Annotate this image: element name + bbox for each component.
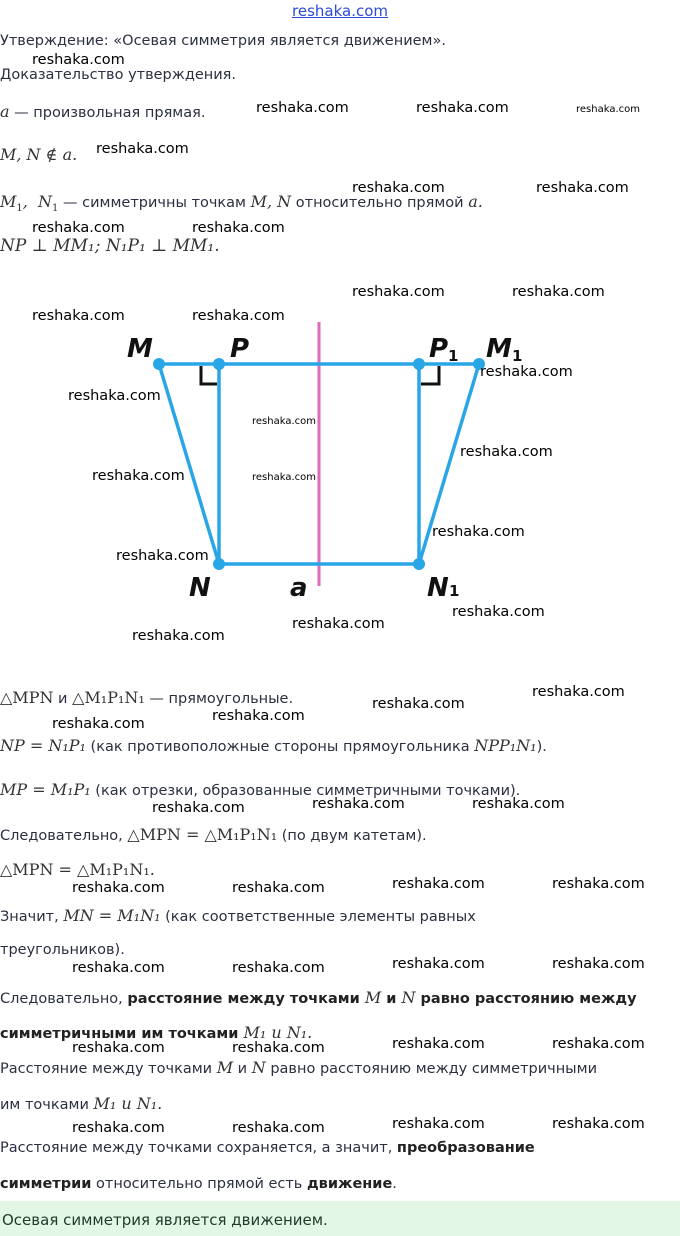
- watermark: reshaka.com: [212, 708, 305, 724]
- line-preserved: [0, 1140, 535, 1156]
- math-not-on-line: M, N ∉ a.: [0, 145, 78, 164]
- text-pre: им точками: [0, 1097, 94, 1113]
- watermark: reshaka.com: [72, 1120, 165, 1136]
- bold-motion: движение: [306, 1176, 393, 1192]
- watermark: reshaka.com: [232, 1040, 325, 1056]
- line-mn-eq: [0, 906, 476, 925]
- point-p: [213, 358, 225, 370]
- watermark: reshaka.com: [372, 696, 465, 712]
- watermark: reshaka.com: [536, 180, 629, 196]
- line-mp-eq: [0, 780, 520, 799]
- watermark: reshaka.com: [192, 308, 285, 324]
- label-m1-sub: 1: [512, 347, 523, 365]
- line-triangles: треугольников).: [0, 942, 125, 958]
- line-congruence: [0, 825, 427, 844]
- math-perpendiculars: NP ⊥ MM₁; N₁P₁ ⊥ MM₁.: [0, 236, 220, 256]
- label-p1-sub: 1: [448, 347, 459, 365]
- text2: относительно прямой: [291, 195, 469, 211]
- text: (как соответственные элементы равных: [160, 909, 476, 925]
- math-mn: MN = M₁N₁: [63, 906, 161, 925]
- answer-box: [0, 1201, 680, 1236]
- line-np-eq: [0, 736, 547, 755]
- point-p1: [413, 358, 425, 370]
- text-end: ).: [536, 739, 547, 755]
- line-distance-plain: [0, 1058, 597, 1077]
- text: — прямоугольные.: [144, 691, 294, 707]
- watermark: reshaka.com: [72, 960, 165, 976]
- math-var: a: [0, 102, 10, 121]
- text: — симметричны точкам: [58, 195, 251, 211]
- watermark: reshaka.com: [96, 141, 189, 157]
- watermark: reshaka.com: [32, 220, 125, 236]
- math-m: M: [364, 988, 382, 1007]
- point-m: [153, 358, 165, 370]
- watermark: reshaka.com: [32, 52, 125, 68]
- text-and: и: [53, 691, 73, 707]
- math-m1n1: M₁ и N₁.: [93, 1094, 163, 1113]
- math-t2: △M₁P₁N₁: [72, 688, 145, 707]
- answer-text: Осевая симметрия является движением.: [2, 1211, 328, 1229]
- watermark: reshaka.com: [232, 1120, 325, 1136]
- text: (как отрезки, образованные симметричными точками).: [90, 783, 521, 799]
- text: (как противоположные стороны прямоугольника: [85, 739, 475, 755]
- text: относительно прямой есть: [91, 1176, 307, 1192]
- watermark: reshaka.com: [116, 548, 209, 564]
- label-n: N: [189, 573, 211, 603]
- bold-and: и: [381, 991, 402, 1007]
- watermark: reshaka.com: [552, 876, 645, 892]
- watermark: reshaka.com: [552, 1116, 645, 1132]
- watermark: reshaka.com: [292, 616, 385, 632]
- text: (по двум катетам).: [277, 828, 427, 844]
- watermark: reshaka.com: [72, 1040, 165, 1056]
- watermark: reshaka.com: [352, 180, 445, 196]
- math-a: a.: [468, 192, 483, 211]
- bold-1: расстояние между точками: [127, 991, 365, 1007]
- label-p1: P: [429, 334, 449, 364]
- watermark: reshaka.com: [472, 796, 565, 812]
- watermark: reshaka.com: [252, 416, 316, 427]
- watermark: reshaka.com: [132, 628, 225, 644]
- bold-2: равно расстоянию между: [415, 991, 637, 1007]
- watermark: reshaka.com: [576, 104, 640, 115]
- label-m1: M: [486, 334, 512, 364]
- segment-mn: [159, 364, 219, 564]
- watermark: reshaka.com: [72, 880, 165, 896]
- bold-text: преобразование: [396, 1140, 535, 1156]
- site-link[interactable]: reshaka.com: [292, 2, 388, 20]
- text-end: .: [392, 1176, 397, 1192]
- right-angle-mark-p: [201, 366, 217, 384]
- label-m: M: [127, 334, 153, 364]
- watermark: reshaka.com: [352, 284, 445, 300]
- label-n1-sub: 1: [449, 582, 460, 600]
- watermark: reshaka.com: [392, 956, 485, 972]
- point-n: [213, 558, 225, 570]
- math-rect: NPP₁N₁: [474, 736, 537, 755]
- watermark: reshaka.com: [68, 388, 161, 404]
- line-points-plain: [0, 1094, 162, 1113]
- bold-text: симметричными им точками: [0, 1026, 244, 1042]
- text-pre: Расстояние между точками: [0, 1061, 217, 1077]
- watermark: reshaka.com: [552, 956, 645, 972]
- math-congruence: △MPN = △M₁P₁N₁.: [0, 860, 155, 879]
- line-distance-bold: [0, 988, 637, 1007]
- math-n: N: [401, 988, 416, 1007]
- label-n1: N: [427, 573, 449, 603]
- watermark: reshaka.com: [232, 880, 325, 896]
- right-angle-mark-p1: [421, 366, 439, 384]
- math-mn: M, N: [250, 192, 292, 211]
- watermark: reshaka.com: [232, 960, 325, 976]
- watermark: reshaka.com: [256, 100, 349, 116]
- math-np: NP = N₁P₁: [0, 736, 86, 755]
- text-pre: Следовательно,: [0, 991, 128, 1007]
- math-mp: MP = M₁P₁: [0, 780, 91, 799]
- watermark: reshaka.com: [392, 1116, 485, 1132]
- bold-symmetry: симметрии: [0, 1176, 92, 1192]
- text-pre: Следовательно,: [0, 828, 128, 844]
- proof-title: Доказательство утверждения.: [0, 67, 237, 83]
- watermark: reshaka.com: [152, 800, 245, 816]
- text-pre: Расстояние между точками сохраняется, а значит,: [0, 1140, 397, 1156]
- math-n: N: [251, 1058, 266, 1077]
- watermark: reshaka.com: [532, 684, 625, 700]
- watermark: reshaka.com: [432, 524, 525, 540]
- line-conclusion: [0, 1176, 397, 1192]
- watermark: reshaka.com: [416, 100, 509, 116]
- text: равно расстоянию между симметричными: [265, 1061, 597, 1077]
- line-right-triangles: [0, 688, 293, 707]
- watermark: reshaka.com: [480, 364, 573, 380]
- text: — произвольная прямая.: [9, 105, 206, 121]
- point-n1: [413, 558, 425, 570]
- watermark: reshaka.com: [392, 876, 485, 892]
- label-a: a: [290, 573, 308, 603]
- watermark: reshaka.com: [512, 284, 605, 300]
- watermark: reshaka.com: [552, 1036, 645, 1052]
- math-eq: △MPN = △M₁P₁N₁: [127, 825, 278, 844]
- geometry-figure: [0, 290, 680, 610]
- watermark: reshaka.com: [192, 220, 285, 236]
- watermark: reshaka.com: [52, 716, 145, 732]
- line-arbitrary-line: [0, 102, 205, 121]
- math-m: M: [216, 1058, 234, 1077]
- watermark: reshaka.com: [460, 444, 553, 460]
- math-m1n1: M₁ и N₁.: [243, 1023, 313, 1042]
- watermark: reshaka.com: [32, 308, 125, 324]
- statement-text: Утверждение: «Осевая симметрия является движением».: [0, 33, 446, 49]
- math-m1: $M_1$, $N_1$: [0, 192, 59, 215]
- watermark: reshaka.com: [92, 468, 185, 484]
- text-and: и: [233, 1061, 252, 1077]
- watermark: reshaka.com: [452, 604, 545, 620]
- text-pre: Значит,: [0, 909, 64, 925]
- label-p: P: [230, 334, 250, 364]
- watermark: reshaka.com: [392, 1036, 485, 1052]
- watermark: reshaka.com: [312, 796, 405, 812]
- math-t1: △MPN: [0, 688, 54, 707]
- watermark: reshaka.com: [252, 472, 316, 483]
